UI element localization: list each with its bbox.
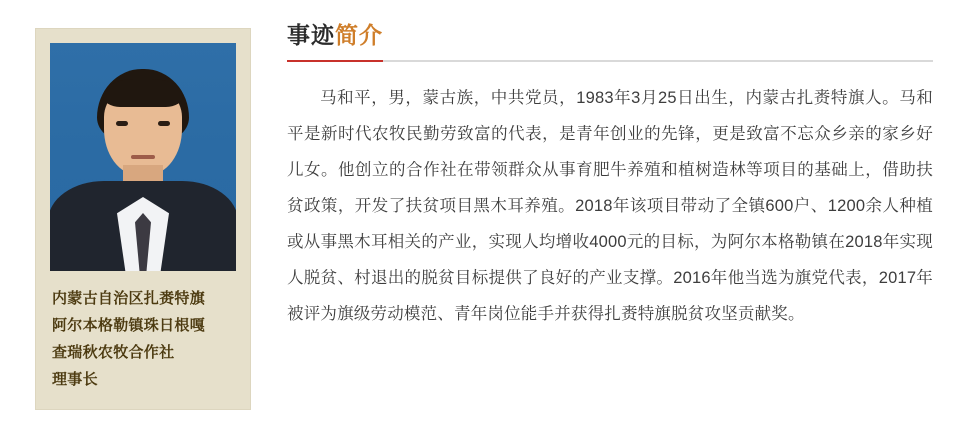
profile-caption <box>50 285 236 393</box>
profile-caption-line: 内蒙古自治区扎赉特旗 <box>52 290 206 307</box>
profile-caption-line: 阿尔本格勒镇珠日根嘎 <box>52 317 206 334</box>
portrait-eye-right <box>158 121 170 126</box>
title-divider <box>287 60 933 62</box>
portrait-eye-left <box>116 121 128 126</box>
portrait-fringe <box>103 79 183 107</box>
section-title-accent: 简介 <box>335 22 383 48</box>
portrait-photo <box>50 43 236 271</box>
profile-caption-line: 理事长 <box>52 371 98 388</box>
profile-card <box>35 28 251 410</box>
profile-caption-line: 查瑞秋农牧合作社 <box>52 344 175 361</box>
section-title <box>287 22 933 60</box>
content-column <box>287 22 933 332</box>
section-title-main: 事迹 <box>287 22 335 48</box>
portrait-mouth <box>131 155 155 159</box>
biography-body: 马和平，男，蒙古族，中共党员，1983年3月25日出生，内蒙古扎赉特旗人。马和平是新时代农牧民勤劳致富的代表，是青年创业的先锋，更是致富不忘众乡亲的家乡好儿女。他创立的合作社在带领群众从事育肥牛养殖和植树造林等项目的基础上，借助扶贫政策，开发了扶贫项目黑木耳养殖。2018年该项目带动了全镇600户、1200余人种植或从事黑木耳相关的产业，实现人均增收4000元的目标，为阿尔本格勒镇在2018年实现人脱贫、村退出的脱贫目标提供了良好的产业支撑。2016年他当选为旗党代表，2017年被评为旗级劳动模范、青年岗位能手并获得扎赉特旗脱贫攻坚贡献奖。 <box>287 88 933 323</box>
